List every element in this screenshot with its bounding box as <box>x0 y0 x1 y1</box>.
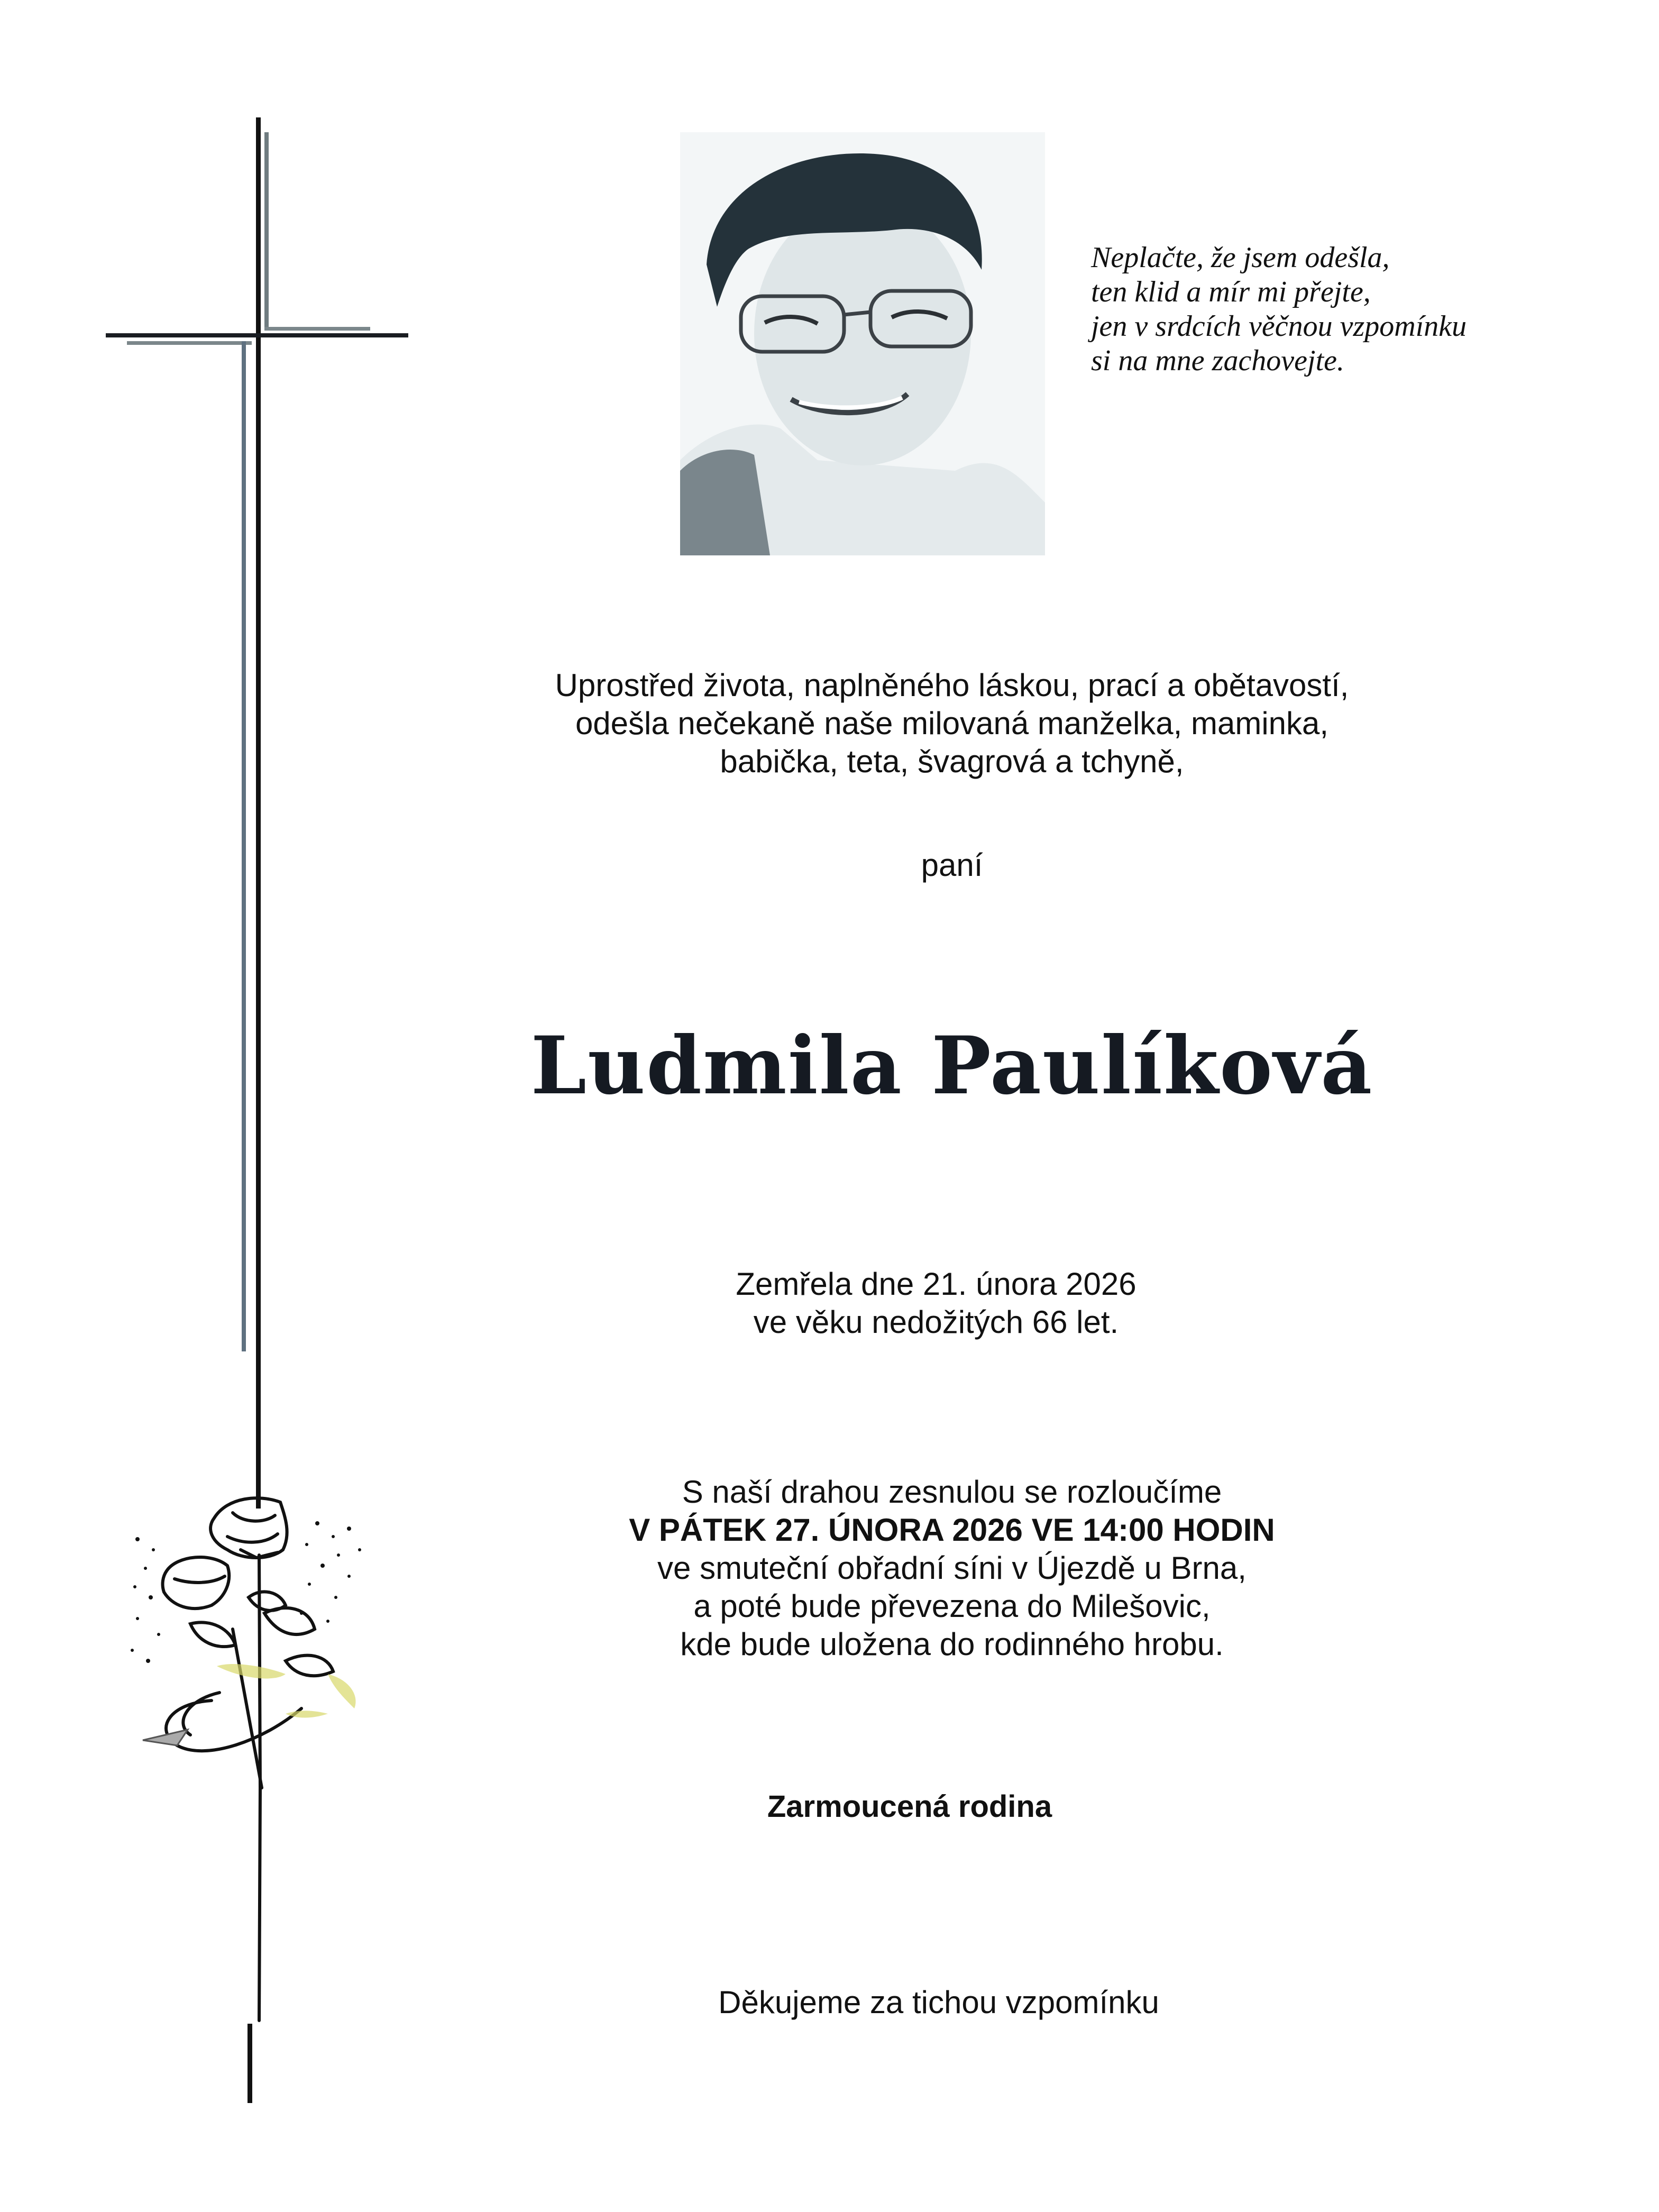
cross-accent-line <box>264 132 269 329</box>
death-age: ve věku nedožitých 66 let. <box>753 1304 1119 1340</box>
poem-line: Neplačte, že jsem odešla, <box>1091 241 1390 274</box>
death-info <box>703 1265 1169 1341</box>
portrait-photo <box>680 132 1045 555</box>
poem-line: si na mne zachovejte. <box>1091 344 1344 377</box>
intro-line: babička, teta, švagrová a tchyně, <box>720 744 1184 779</box>
closing-text: Děkujeme za tichou vzpomínku <box>718 1985 1159 2020</box>
poem <box>1091 241 1620 378</box>
cross-accent-line <box>127 341 252 345</box>
cross-accent-line <box>264 327 370 331</box>
intro-line: odešla nečekaně naše milovaná manželka, maminka, <box>575 706 1329 741</box>
funeral-location: ve smuteční obřadní síni v Újezdě u Brna, <box>657 1550 1246 1586</box>
funeral-date-time: V PÁTEK 27. ÚNORA 2026 VE 14:00 HODIN <box>629 1512 1275 1548</box>
signature: Zarmoucená rodina <box>767 1789 1052 1824</box>
death-date: Zemřela dne 21. února 2026 <box>736 1266 1136 1302</box>
cross-accent-line <box>242 341 246 1351</box>
farewell-line: S naší drahou zesnulou se rozloučíme <box>682 1474 1222 1510</box>
cross-horizontal-beam <box>106 333 408 337</box>
poem-line: jen v srdcích věčnou vzpomínku <box>1091 310 1467 343</box>
salutation: paní <box>921 847 983 883</box>
rose-icon <box>127 1492 381 2042</box>
intro-text <box>455 666 1449 781</box>
cross-vertical-beam <box>256 117 261 1509</box>
deceased-name: Ludmila Paulíková <box>530 1019 1373 1112</box>
farewell-line: kde bude uložena do rodinného hrobu. <box>680 1626 1224 1662</box>
farewell-line: a poté bude převezena do Milešovic, <box>693 1588 1211 1624</box>
farewell-info <box>455 1473 1449 1663</box>
poem-line: ten klid a mír mi přejte, <box>1091 276 1371 308</box>
intro-line: Uprostřed života, naplněného láskou, prací a obětavostí, <box>555 668 1349 703</box>
